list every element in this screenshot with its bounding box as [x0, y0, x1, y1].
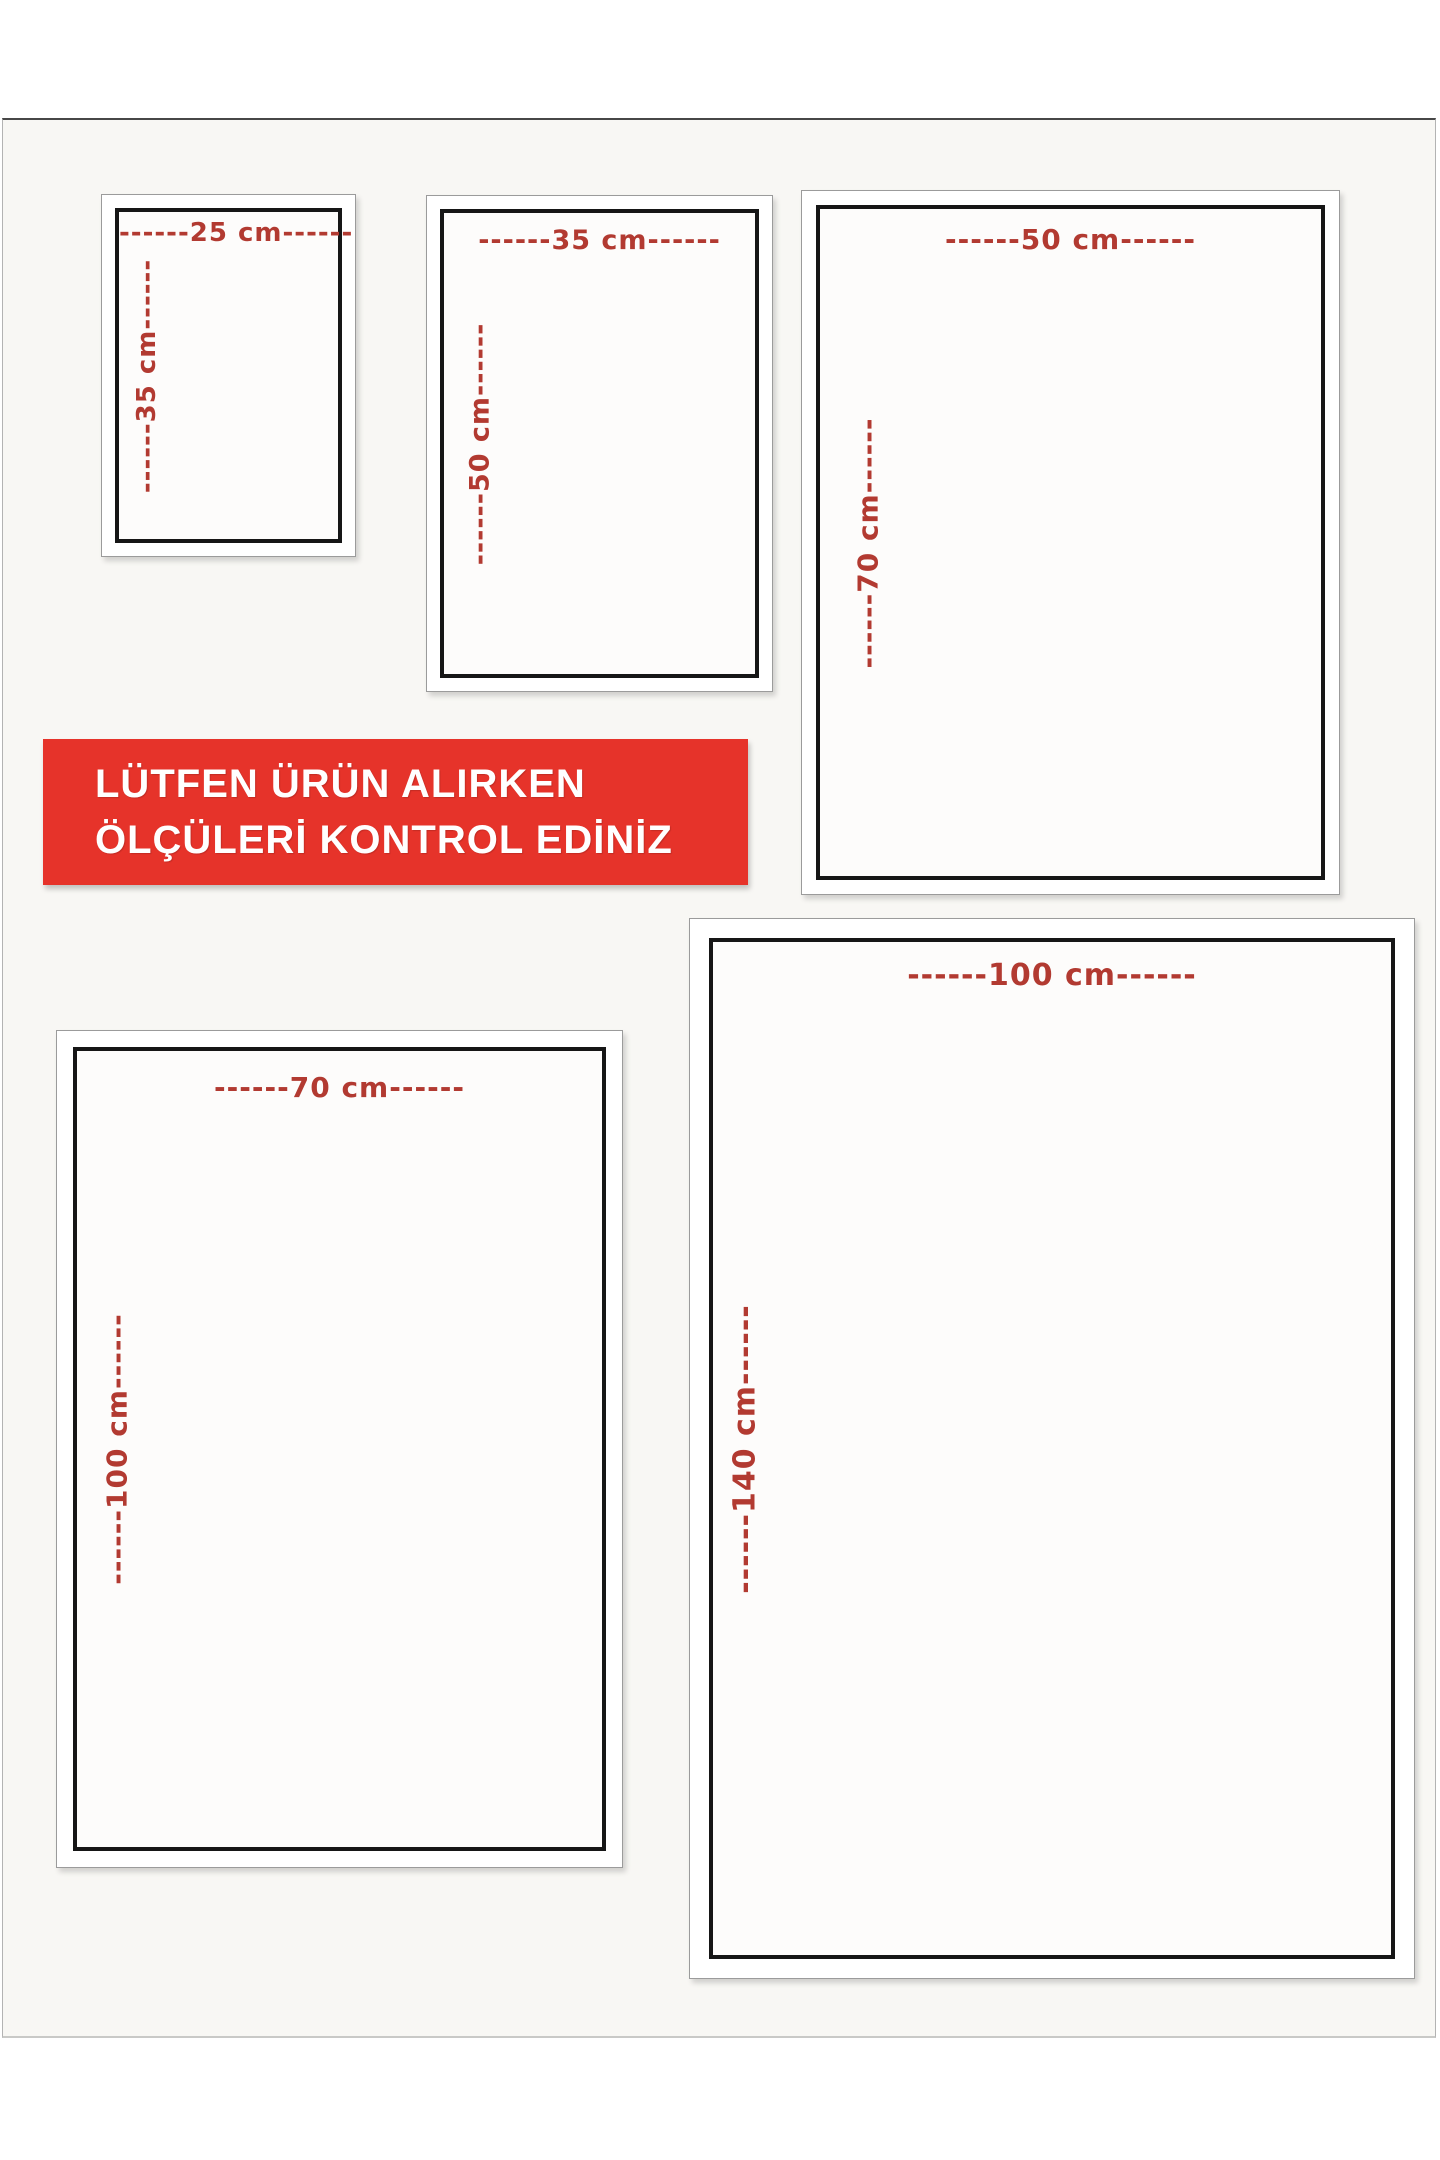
height-label-100cm: ------100 cm------ — [100, 1313, 134, 1585]
size-box-100x140 — [689, 918, 1415, 1979]
width-label-25cm: ------25 cm------ — [119, 218, 354, 248]
page-frame — [2, 118, 1436, 2038]
width-label-50cm: ------50 cm------ — [945, 223, 1196, 256]
height-label-140cm: ------140 cm------ — [727, 1303, 763, 1594]
height-label-35cm: ------35 cm------ — [132, 258, 162, 493]
height-label-50cm: ------50 cm------ — [464, 322, 496, 565]
size-box-50x70 — [801, 190, 1340, 895]
size-rect-25x35 — [115, 208, 354, 543]
size-rect-35x50 — [440, 209, 759, 678]
size-box-35x50 — [426, 195, 773, 692]
size-rect-50x70 — [816, 205, 1325, 880]
size-rect-100x140 — [709, 938, 1395, 1959]
warning-banner-line-1: LÜTFEN ÜRÜN ALIRKEN — [95, 762, 586, 806]
warning-banner — [43, 739, 748, 885]
width-label-70cm: ------70 cm------ — [214, 1071, 465, 1104]
size-rect-70x100 — [73, 1047, 606, 1851]
height-label-70cm: ------70 cm------ — [851, 417, 885, 668]
warning-banner-line-2: ÖLÇÜLERİ KONTROL EDİNİZ — [95, 818, 673, 862]
width-label-100cm: ------100 cm------ — [907, 958, 1197, 993]
width-label-35cm: ------35 cm------ — [478, 225, 721, 256]
size-box-70x100 — [56, 1030, 623, 1868]
size-box-25x35 — [101, 194, 356, 557]
